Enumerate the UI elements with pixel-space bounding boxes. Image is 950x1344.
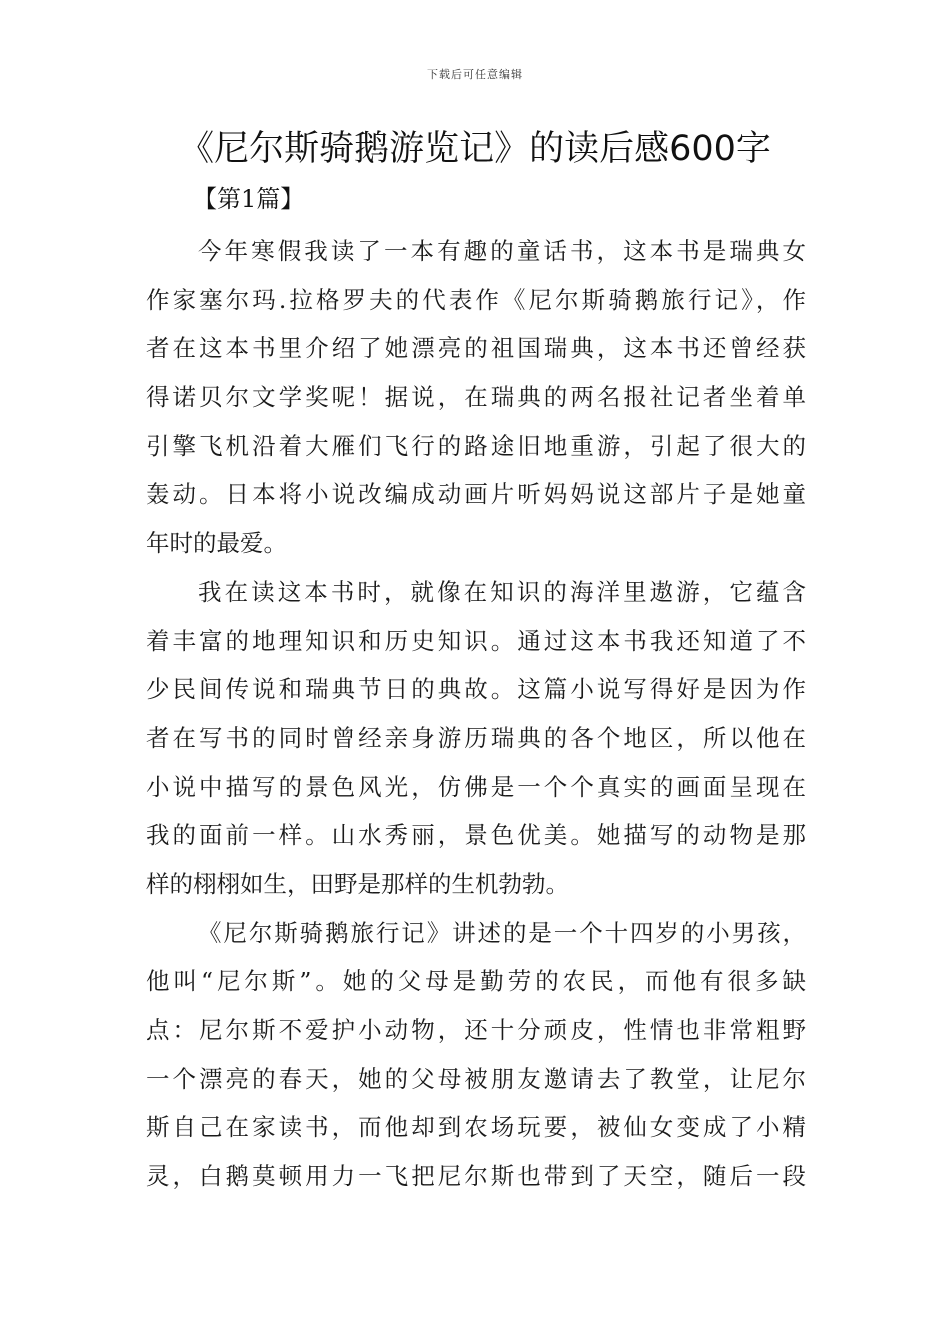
section-label: 【第1篇】 xyxy=(193,185,305,213)
body-line: 者在写书的同时曾经亲身游历瑞典的各个地区，所以他在 xyxy=(146,723,806,752)
body-line: 《尼尔斯骑鹅旅行记》讲述的是一个十四岁的小男孩， xyxy=(198,918,806,947)
document-title: 《尼尔斯骑鹅游览记》的读后感600字 xyxy=(179,129,771,169)
body-line: 一个漂亮的春天，她的父母被朋友邀请去了教堂，让尼尔 xyxy=(146,1064,806,1093)
body-line: 引擎飞机沿着大雁们飞行的路途旧地重游，引起了很大的 xyxy=(146,431,806,460)
body-line: 年时的最爱。 xyxy=(146,529,287,558)
body-line: 今年寒假我读了一本有趣的童话书，这本书是瑞典女 xyxy=(198,237,806,265)
body-line: 我在读这本书时，就像在知识的海洋里遨游，它蕴含 xyxy=(198,577,806,606)
body-line: 小说中描写的景色风光，仿佛是一个个真实的画面呈现在 xyxy=(146,772,806,801)
body-line: 灵，白鹅莫顿用力一飞把尼尔斯也带到了天空，随后一段 xyxy=(146,1162,806,1191)
body-line: 样的栩栩如生，田野是那样的生机勃勃。 xyxy=(146,869,569,898)
body-line: 他叫“尼尔斯”。她的父母是勤劳的农民，而他有很多缺 xyxy=(146,967,806,996)
body-line: 斯自己在家读书，而他却到农场玩要，被仙女变成了小精 xyxy=(146,1113,806,1142)
document-body xyxy=(146,227,806,1201)
body-line: 者在这本书里介绍了她漂亮的祖国瑞典，这本书还曾经获 xyxy=(146,334,806,363)
body-line: 得诺贝尔文学奖呢！据说，在瑞典的两名报社记者坐着单 xyxy=(146,383,806,412)
body-line: 少民间传说和瑞典节日的典故。这篇小说写得好是因为作 xyxy=(146,675,806,704)
page-header-note: 下载后可任意编辑 xyxy=(427,68,523,81)
body-line: 点：尼尔斯不爱护小动物，还十分顽皮，性情也非常粗野 xyxy=(146,1016,806,1044)
body-line: 着丰富的地理知识和历史知识。通过这本书我还知道了不 xyxy=(146,626,806,655)
body-line: 作家塞尔玛.拉格罗夫的代表作《尼尔斯骑鹅旅行记》，作 xyxy=(146,285,806,314)
body-line: 我的面前一样。山水秀丽，景色优美。她描写的动物是那 xyxy=(146,821,806,850)
body-line: 轰动。日本将小说改编成动画片听妈妈说这部片子是她童 xyxy=(146,480,806,509)
